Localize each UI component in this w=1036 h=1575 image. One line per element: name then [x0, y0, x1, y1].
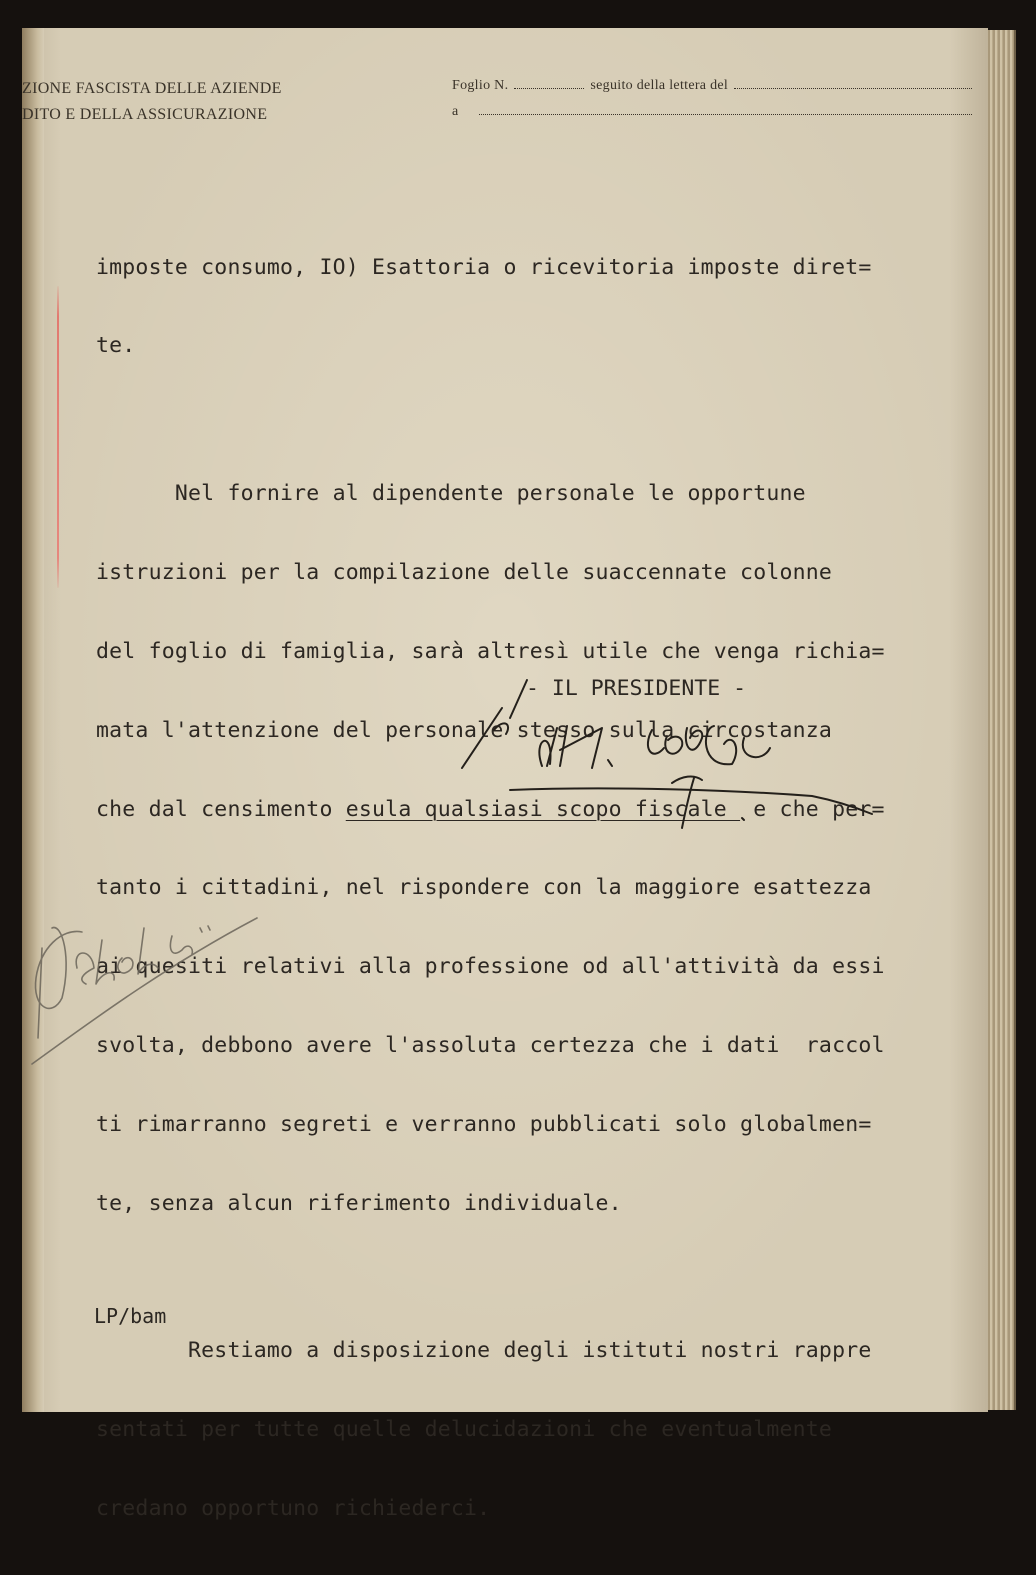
pencil-initials	[22, 888, 262, 1068]
body-line: mata l'attenzione del personale stesso sulla circostanza	[96, 717, 833, 743]
page-edge-stack	[988, 30, 1016, 1410]
letterhead-line-1: ZIONE FASCISTA DELLE AZIENDE	[22, 80, 282, 97]
body-text-fragment: e che per=	[740, 796, 885, 822]
body-line: Nel fornire al dipendente personale le opportune	[96, 480, 806, 506]
foglio-number-field	[514, 76, 584, 89]
body-line: ai quesiti relativi alla professione od all'attività da essi	[96, 954, 885, 980]
body-line: svolta, debbono avere l'assoluta certezza che i dati raccol	[96, 1033, 885, 1059]
recipient-row	[452, 102, 972, 128]
letterhead-line-2: DITO E DELLA ASSICURAZIONE	[22, 106, 268, 123]
seguito-label: seguito della lettera del	[590, 78, 729, 93]
body-line: credano opportuno richiederci.	[96, 1496, 491, 1522]
body-line: Restiamo a disposizione degli istituti nostri rappre	[96, 1338, 872, 1364]
letterhead-left	[22, 76, 282, 128]
reference-initials: LP/bam	[94, 1304, 167, 1328]
body-line: te.	[96, 333, 136, 359]
body-line: imposte consumo, IO) Esattoria o ricevitoria imposte diret=	[96, 254, 872, 280]
body-line: del foglio di famiglia, sarà altresì utile che venga richia=	[96, 638, 885, 664]
body-line: ti rimarranno segreti e verranno pubblicati solo globalmen=	[96, 1112, 872, 1138]
letterhead-right	[452, 76, 972, 128]
foglio-row	[452, 76, 972, 102]
body-line: istruzioni per la compilazione delle suaccennate colonne	[96, 559, 833, 585]
red-margin-mark	[57, 286, 59, 588]
lettera-date-field	[734, 76, 972, 89]
document-page	[22, 28, 988, 1522]
binding-shadow	[22, 28, 44, 1412]
body-text-fragment: che dal censimento	[96, 796, 346, 822]
handwritten-signature	[432, 668, 872, 838]
body-line: te, senza alcun riferimento individuale.	[96, 1190, 622, 1216]
underlined-phrase: esula qualsiasi scopo fiscale	[345, 796, 741, 822]
signatory-title: - IL PRESIDENTE -	[526, 676, 747, 701]
foglio-label: Foglio N.	[452, 78, 509, 93]
a-label: a	[452, 104, 459, 119]
body-line: tanto i cittadini, nel rispondere con la maggiore esattezza	[96, 875, 872, 901]
recipient-field	[479, 102, 972, 115]
body-line: sentati per tutte quelle delucidazioni che eventualmente	[96, 1417, 833, 1443]
